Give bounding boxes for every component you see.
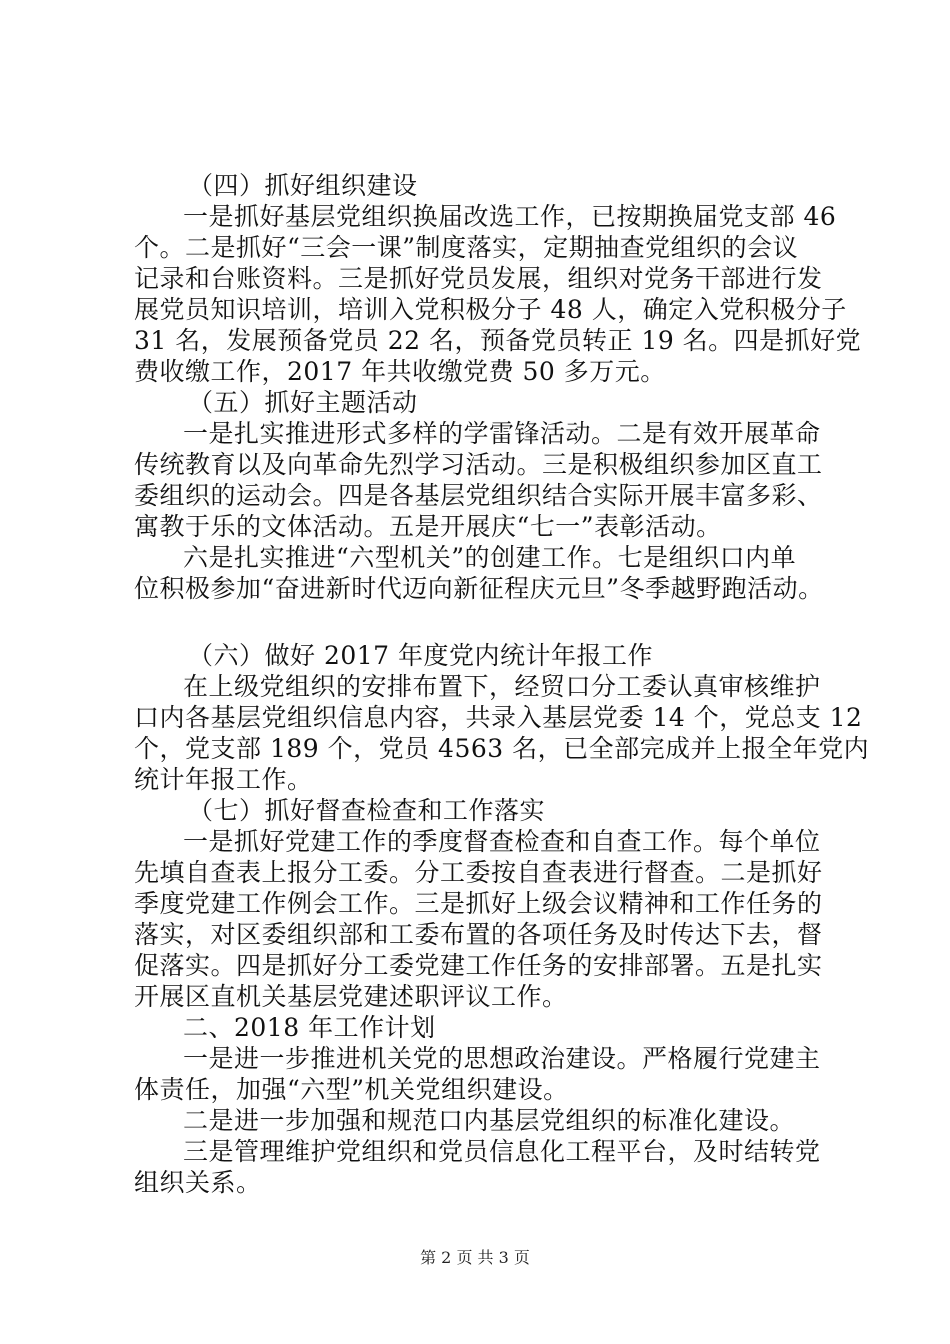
body-line: 先填自查表上报分工委。分工委按自查表进行督查。二是抓好 bbox=[134, 858, 823, 887]
body-line: 促落实。四是抓好分工委党建工作任务的安排部署。五是扎实 bbox=[134, 951, 823, 980]
body-line: 一是进一步推进机关党的思想政治建设。严格履行党建主 bbox=[183, 1044, 821, 1073]
body-line: 一是抓好基层党组织换届改选工作，已按期换届党支部 46 bbox=[183, 202, 837, 231]
body-line: 组织关系。 bbox=[134, 1168, 262, 1197]
body-line: 三是管理维护党组织和党员信息化工程平台，及时结转党 bbox=[183, 1137, 821, 1166]
section-heading-6: （六）做好 2017 年度党内统计年报工作 bbox=[188, 641, 654, 670]
body-line: 寓教于乐的文体活动。五是开展庆“七一”表彰活动。 bbox=[134, 512, 722, 541]
body-line: 一是扎实推进形式多样的学雷锋活动。二是有效开展革命 bbox=[183, 419, 821, 448]
section-heading-4: （四）抓好组织建设 bbox=[188, 171, 418, 200]
section-heading-7: （七）抓好督查检查和工作落实 bbox=[188, 796, 546, 825]
body-line: 统计年报工作。 bbox=[134, 765, 313, 794]
body-line: 个，党支部 189 个，党员 4563 名，已全部完成并上报全年党内 bbox=[134, 734, 870, 763]
body-line: 一是抓好党建工作的季度督查检查和自查工作。每个单位 bbox=[183, 827, 821, 856]
body-line: 六是扎实推进“六型机关”的创建工作。七是组织口内单 bbox=[183, 543, 797, 572]
page-footer: 第 2 页 共 3 页 bbox=[420, 1248, 530, 1267]
body-line: 个。二是抓好“三会一课”制度落实，定期抽查党组织的会议 bbox=[134, 233, 799, 262]
body-line: 口内各基层党组织信息内容，共录入基层党委 14 个，党总支 12 bbox=[134, 703, 863, 732]
body-line: 体责任，加强“六型”机关党组织建设。 bbox=[134, 1075, 569, 1104]
body-line: 位积极参加“奋进新时代迈向新征程庆元旦”冬季越野跑活动。 bbox=[134, 574, 824, 603]
body-line: 落实，对区委组织部和工委布置的各项任务及时传达下去，督 bbox=[134, 920, 823, 949]
body-line: 展党员知识培训，培训入党积极分子 48 人，确定入党积极分子 bbox=[134, 295, 847, 324]
section-heading-5: （五）抓好主题活动 bbox=[188, 388, 418, 417]
body-line: 费收缴工作，2017 年共收缴党费 50 多万元。 bbox=[134, 357, 666, 386]
body-line: 传统教育以及向革命先烈学习活动。三是积极组织参加区直工 bbox=[134, 450, 823, 479]
section-heading-plan: 二、2018 年工作计划 bbox=[183, 1013, 436, 1042]
body-line: 委组织的运动会。四是各基层党组织结合实际开展丰富多彩、 bbox=[134, 481, 823, 510]
body-line: 31 名，发展预备党员 22 名，预备党员转正 19 名。四是抓好党 bbox=[134, 326, 862, 355]
body-line: 季度党建工作例会工作。三是抓好上级会议精神和工作任务的 bbox=[134, 889, 823, 918]
body-line: 二是进一步加强和规范口内基层党组织的标准化建设。 bbox=[183, 1106, 796, 1135]
body-line: 记录和台账资料。三是抓好党员发展，组织对党务干部进行发 bbox=[134, 264, 823, 293]
body-line: 在上级党组织的安排布置下，经贸口分工委认真审核维护 bbox=[183, 672, 821, 701]
body-line: 开展区直机关基层党建述职评议工作。 bbox=[134, 982, 568, 1011]
